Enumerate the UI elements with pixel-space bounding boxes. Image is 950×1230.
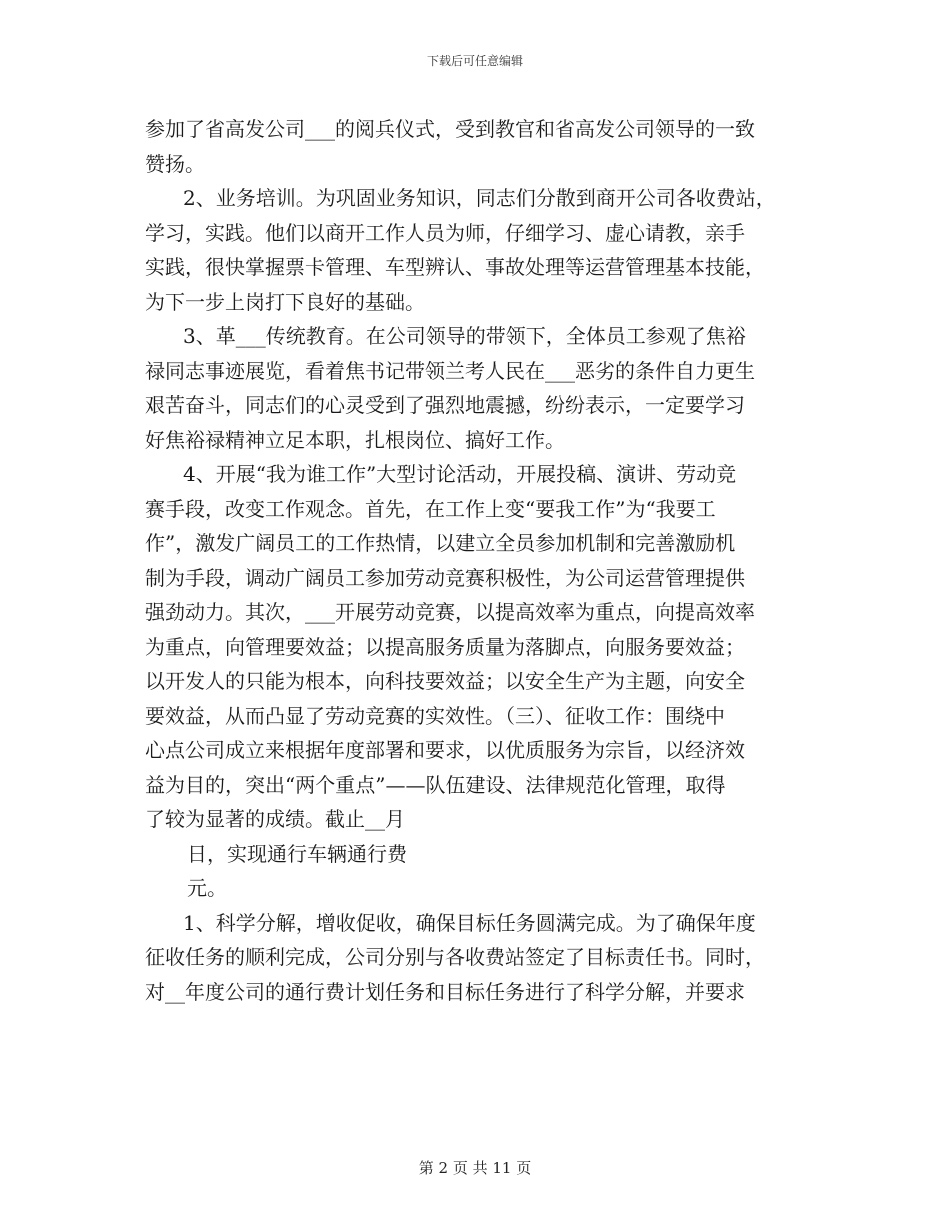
text-line: 益为目的，突出“两个重点”——队伍建设、法律规范化管理，取得 (145, 772, 726, 797)
text-line: 元。 (187, 876, 227, 900)
text-line: 艰苦奋斗，同志们的心灵受到了强烈地震撼，纷纷表示，一定要学习 (145, 393, 745, 417)
text-line: 制为手段，调动广阔员工参加劳动竞赛积极性，为公司运营管理提供 (145, 565, 745, 590)
text-line: 了较为显著的成绩。截止__月 (145, 807, 405, 831)
text-line: 以开发人的只能为根本，向科技要效益；以安全生产为主题，向安全 (145, 669, 745, 693)
text-line: 2、业务培训。为巩固业务知识，同志们分散到商开公司各收费站， (183, 186, 776, 210)
text-line: 参加了省高发公司___的阅兵仪式，受到教官和省高发公司领导的一致 (145, 117, 755, 141)
text-line: 学习，实践。他们以商开工作人员为师，仔细学习、虚心请教，亲手 (145, 220, 745, 245)
text-line: 4、开展“我为谁工作”大型讨论活动，开展投稿、演讲、劳动竞 (183, 462, 737, 486)
text-line: 对__年度公司的通行费计划任务和目标任务进行了科学分解，并要求 (145, 979, 745, 1004)
text-line: 禄同志事迹展览，看着焦书记带领兰考人民在___恶劣的条件自力更生 (145, 358, 755, 383)
text-line: 日，实现通行车辆通行费 (187, 841, 407, 866)
text-line: 征收任务的顺利完成，公司分别与各收费站签定了目标责任书。同时， (145, 945, 765, 969)
text-line: 作”，激发广阔员工的工作热情，以建立全员参加机制和完善激励机 (145, 531, 736, 555)
text-line: 实践，很快掌握票卡管理、车型辨认、事故处理等运营管理基本技能， (145, 255, 765, 279)
text-line: 赛手段，改变工作观念。首先，在工作上变“要我工作”为“我要工 (145, 496, 716, 521)
document-body (145, 112, 815, 1009)
page-header: 下载后可任意编辑 (426, 54, 523, 68)
text-line: 3、革___传统教育。在公司领导的带领下，全体员工参观了焦裕 (183, 324, 746, 348)
text-line: 赞扬。 (145, 151, 205, 176)
text-line: 强劲动力。其次，___开展劳动竞赛，以提高效率为重点，向提高效率 (145, 600, 755, 624)
text-line: 为重点，向管理要效益；以提高服务质量为落脚点，向服务要效益； (145, 634, 745, 659)
text-line: 好焦裕禄精神立足本职，扎根岗位、搞好工作。 (145, 427, 565, 452)
text-line: 为下一步上岗打下良好的基础。 (145, 289, 425, 314)
text-line: 1、科学分解，增收促收，确保目标任务圆满完成。为了确保年度 (183, 910, 756, 935)
page-footer: 第 2 页 共 11 页 (418, 1159, 532, 1177)
text-line: 要效益，从而凸显了劳动竞赛的实效性。（三）、征收工作：围绕中 (145, 703, 725, 728)
text-line: 心点公司成立来根据年度部署和要求，以优质服务为宗旨，以经济效 (145, 738, 745, 762)
